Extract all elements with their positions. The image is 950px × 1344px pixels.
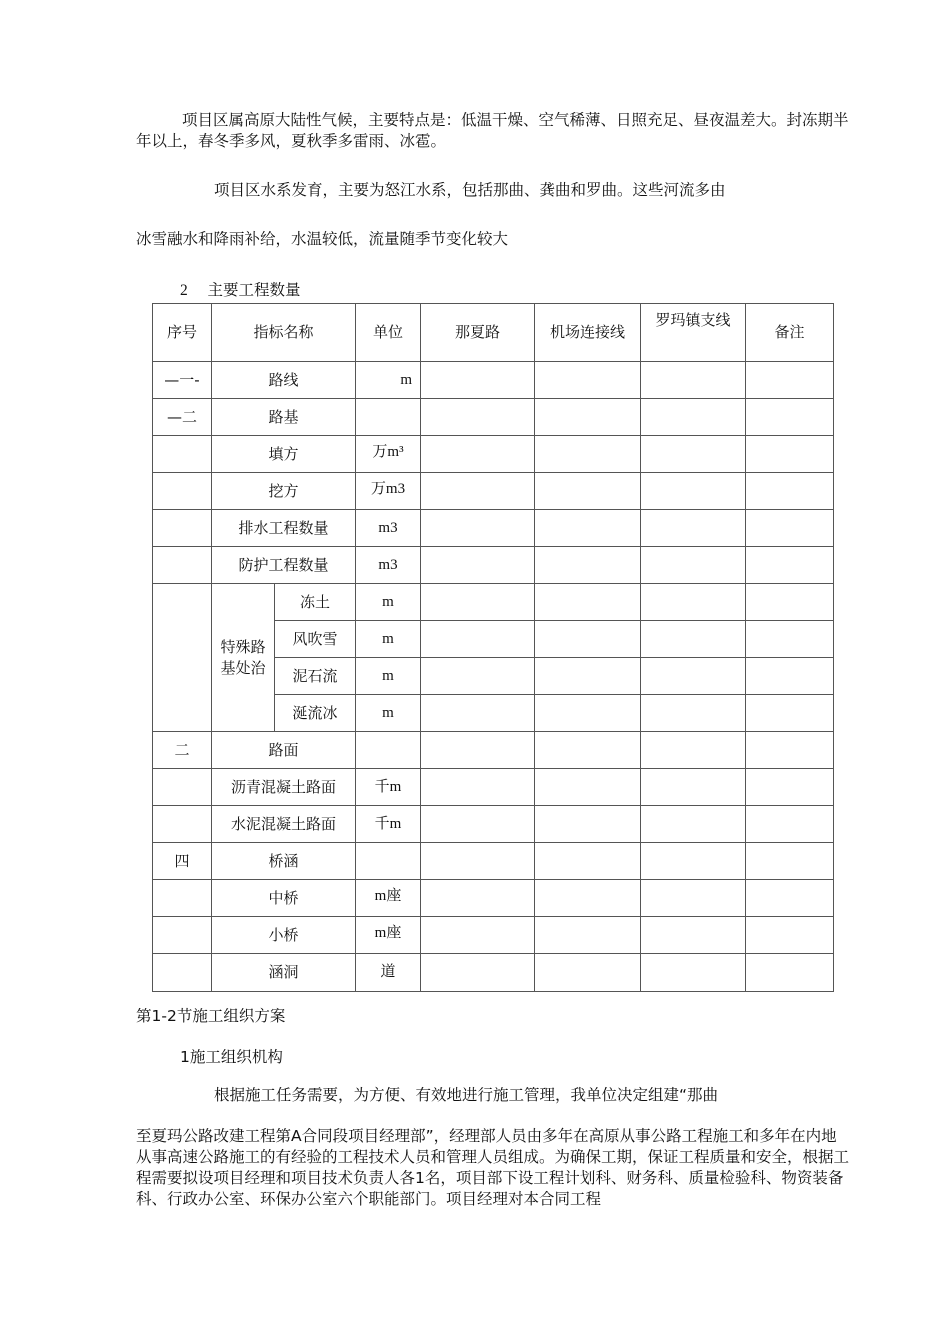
row-name: 涵洞 bbox=[212, 954, 356, 992]
water-paragraph-line1: 项目区水系发育，主要为怒江水系，包括那曲、龚曲和罗曲。这些河流多由 bbox=[214, 181, 726, 199]
row-unit: m bbox=[356, 658, 421, 695]
row-unit: m bbox=[356, 695, 421, 732]
table-row bbox=[153, 732, 834, 769]
table-row bbox=[153, 362, 834, 399]
header-unit: 单位 bbox=[356, 304, 421, 362]
climate-paragraph: 项目区属高原大陆性气候，主要特点是：低温干燥、空气稀薄、日照充足、昼夜温差大。封冻期半年以上，春冬季多风，夏秋季多雷雨、冰雹。 bbox=[136, 111, 849, 150]
row-name: 风吹雪 bbox=[275, 621, 356, 658]
row-unit: 千m bbox=[356, 769, 421, 806]
header-airport: 机场连接线 bbox=[535, 304, 641, 362]
row-name: 冻土 bbox=[275, 584, 356, 621]
table-row bbox=[153, 547, 834, 584]
org-paragraph-body: 至夏玛公路改建工程第A合同段项目经理部”，经理部人员由多年在高原从事公路工程施工和多年在内地从事高速公路施工的有经验的工程技术人员和管理人员组成。为确保工期，保证工程质量和安全，根据工程需要拟设项目经理和项目技术负责人各1名，项目部下设工程计划科、财务科、质量检验科、物资装备科、行政办公室、环保办公室六个职能部门。项目经理对本合同工程 bbox=[136, 1127, 850, 1208]
row-seq bbox=[153, 510, 212, 547]
header-naxia: 那夏路 bbox=[421, 304, 535, 362]
row-name: 桥涵 bbox=[212, 843, 356, 880]
row-unit: 道 bbox=[356, 954, 421, 992]
row-name: 中桥 bbox=[212, 880, 356, 917]
row-unit: m bbox=[356, 362, 421, 399]
row-seq bbox=[153, 917, 212, 954]
table-header-row bbox=[153, 304, 834, 362]
row-unit: m座 bbox=[356, 917, 421, 954]
row-unit: m3 bbox=[356, 510, 421, 547]
row-name: 沥青混凝土路面 bbox=[212, 769, 356, 806]
special-subgrade-group: 特殊路基处治 bbox=[212, 584, 275, 732]
section-1-2-title: 第1-2节施工组织方案 bbox=[136, 1007, 286, 1025]
row-seq bbox=[153, 584, 212, 732]
row-name: 小桥 bbox=[212, 917, 356, 954]
row-unit bbox=[356, 399, 421, 436]
row-seq: —一- bbox=[153, 362, 212, 399]
header-remark: 备注 bbox=[746, 304, 834, 362]
table-row bbox=[153, 584, 834, 621]
header-luoma: 罗玛镇支线 bbox=[641, 304, 746, 362]
section-2-heading bbox=[180, 280, 896, 301]
row-seq bbox=[153, 954, 212, 992]
row-unit: m bbox=[356, 621, 421, 658]
org-paragraph-line1: 根据施工任务需要，为方便、有效地进行施工管理，我单位决定组建“那曲 bbox=[214, 1086, 719, 1104]
row-unit: 万m³ bbox=[356, 436, 421, 473]
row-seq: 四 bbox=[153, 843, 212, 880]
quantities-table bbox=[152, 303, 834, 992]
table-row bbox=[153, 880, 834, 917]
row-seq bbox=[153, 769, 212, 806]
row-name: 路基 bbox=[212, 399, 356, 436]
table-row bbox=[153, 954, 834, 992]
row-name: 排水工程数量 bbox=[212, 510, 356, 547]
row-name: 挖方 bbox=[212, 473, 356, 510]
row-name: 涎流冰 bbox=[275, 695, 356, 732]
row-unit: 千m bbox=[356, 806, 421, 843]
table-row bbox=[153, 510, 834, 547]
row-name: 水泥混凝土路面 bbox=[212, 806, 356, 843]
row-seq bbox=[153, 473, 212, 510]
table-row bbox=[153, 843, 834, 880]
row-name: 路面 bbox=[212, 732, 356, 769]
row-name: 防护工程数量 bbox=[212, 547, 356, 584]
row-name: 填方 bbox=[212, 436, 356, 473]
row-seq bbox=[153, 547, 212, 584]
row-unit bbox=[356, 732, 421, 769]
row-seq bbox=[153, 880, 212, 917]
row-seq bbox=[153, 436, 212, 473]
row-unit: m3 bbox=[356, 547, 421, 584]
table-row bbox=[153, 473, 834, 510]
table-row bbox=[153, 399, 834, 436]
table-row bbox=[153, 769, 834, 806]
row-seq bbox=[153, 806, 212, 843]
row-seq: —二 bbox=[153, 399, 212, 436]
header-name: 指标名称 bbox=[212, 304, 356, 362]
row-name: 泥石流 bbox=[275, 658, 356, 695]
row-name: 路线 bbox=[212, 362, 356, 399]
row-unit: m座 bbox=[356, 880, 421, 917]
header-seq: 序号 bbox=[153, 304, 212, 362]
water-paragraph-line2: 冰雪融水和降雨补给，水温较低，流量随季节变化较大 bbox=[136, 230, 509, 248]
table-row bbox=[153, 436, 834, 473]
table-row bbox=[153, 917, 834, 954]
org-structure-heading: 1施工组织机构 bbox=[180, 1048, 283, 1066]
row-unit: m bbox=[356, 584, 421, 621]
table-row bbox=[153, 806, 834, 843]
row-unit: 万m3 bbox=[356, 473, 421, 510]
row-seq: 二 bbox=[153, 732, 212, 769]
section-2-number: 2 bbox=[180, 282, 188, 299]
row-unit bbox=[356, 843, 421, 880]
section-2-title: 主要工程数量 bbox=[207, 281, 301, 299]
